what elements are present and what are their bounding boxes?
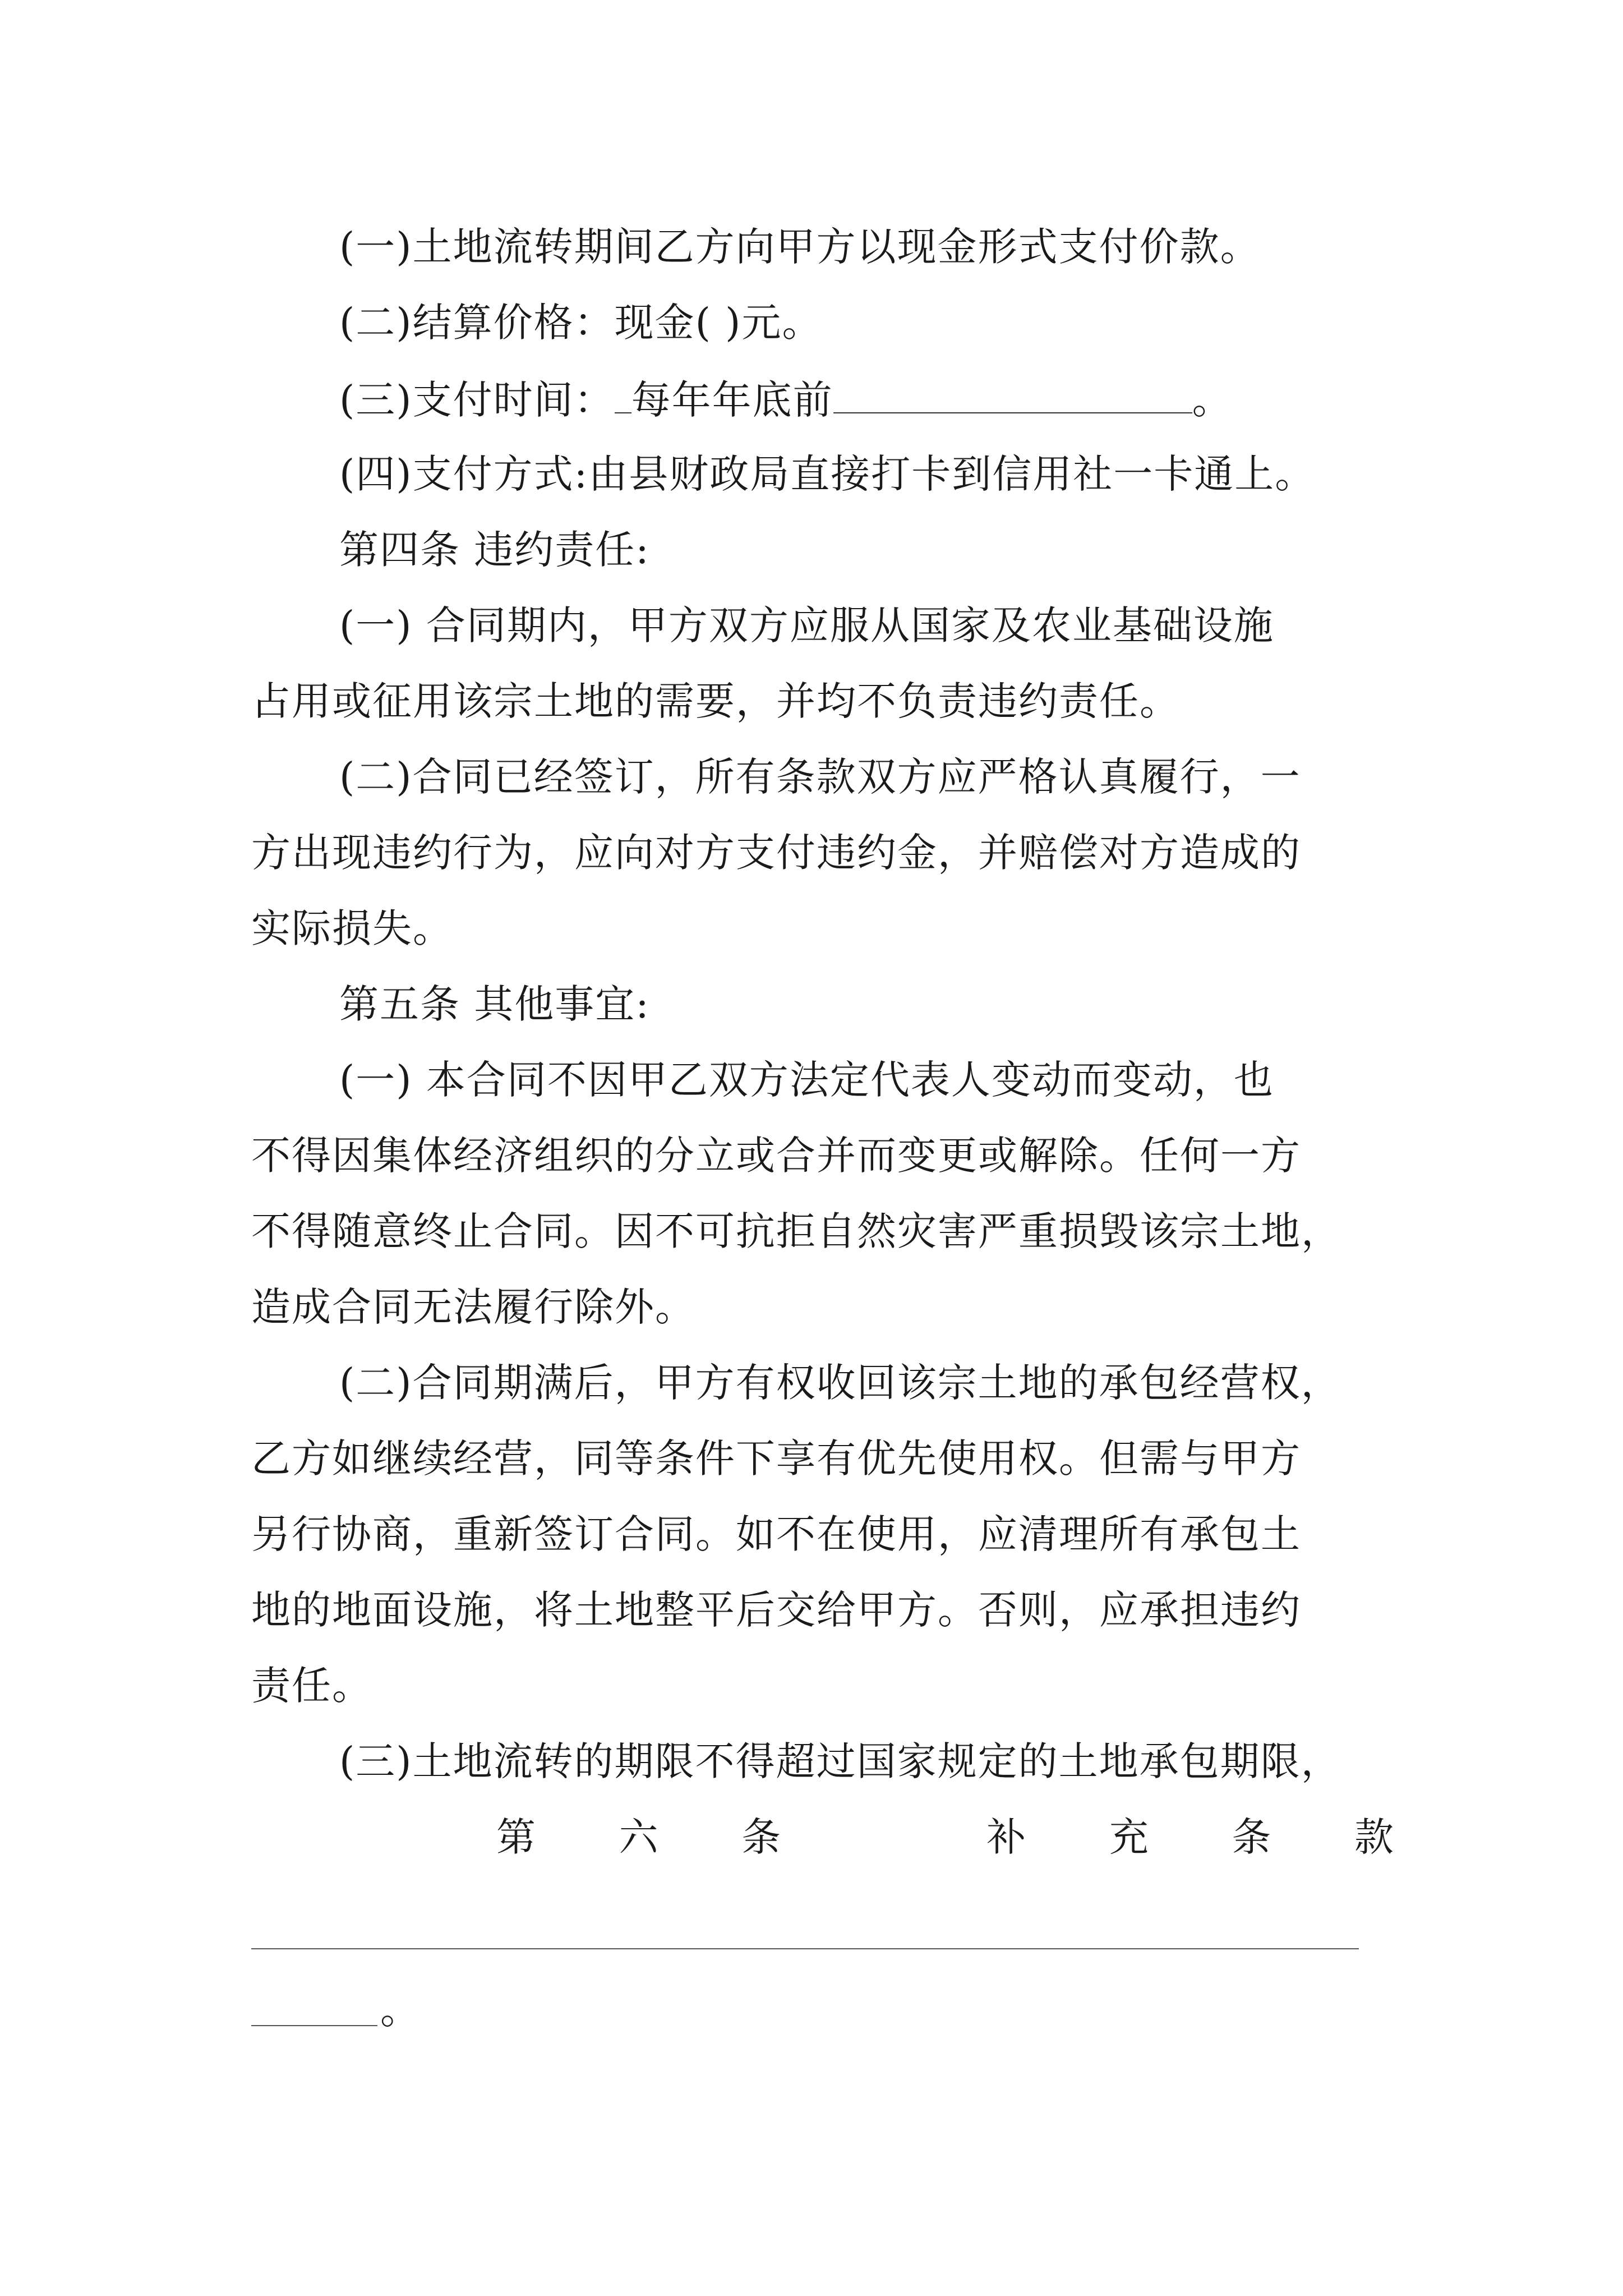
article6-char: 条: [1232, 1814, 1271, 1860]
article6-char: 补: [986, 1814, 1026, 1860]
article5-item1-line3: 不得随意终止合同。因不可抗拒自然灾害严重损毁该宗土地，: [251, 1208, 1341, 1254]
article6-char: 第: [496, 1814, 536, 1860]
article4-item1-line1: (一) 合同期内，甲方双方应服从国家及农业基础设施: [339, 602, 1274, 648]
article3-item3: [339, 377, 1233, 423]
article5-item1-line4: 造成合同无法履行除外。: [251, 1284, 695, 1330]
fill-in-line-short: [251, 2025, 377, 2026]
article5-item1-line1: (一) 本合同不因甲乙双方法定代表人变动而变动，也: [339, 1057, 1274, 1103]
article6-char: 条: [741, 1814, 781, 1860]
article5-heading: 第五条 其他事宜:: [339, 981, 650, 1027]
payment-time-value: 每年年底前: [631, 377, 833, 423]
article5-item2-line5: 责任。: [251, 1663, 372, 1709]
article5-item1-line2: 不得因集体经济组织的分立或合并而变更或解除。任何一方: [251, 1133, 1301, 1179]
article3-item4: (四)支付方式:由县财政局直接打卡到信用社一卡通上。: [339, 451, 1316, 497]
article3-item2: (二)结算价格：现金( )元。: [339, 300, 823, 346]
article6-char: 充: [1109, 1814, 1149, 1860]
blank-underline: [615, 379, 631, 413]
article4-item2-line3: 实际损失。: [251, 905, 453, 951]
article3-item1: (一)土地流转期间乙方向甲方以现金形式支付价款。: [339, 224, 1261, 270]
article6-heading: [496, 1814, 1394, 1860]
article4-heading: 第四条 违约责任:: [339, 527, 650, 573]
blank-underline: [833, 379, 1192, 413]
article6-char: 款: [1354, 1814, 1394, 1860]
article4-item2-line2: 方出现违约行为，应向对方支付违约金，并赔偿对方造成的: [251, 830, 1301, 876]
article5-item3-line1: (三)土地流转的期限不得超过国家规定的土地承包期限，: [339, 1738, 1341, 1784]
article6-char: 六: [619, 1814, 658, 1860]
article4-item2-line1: (二)合同已经签订，所有条款双方应严格认真履行，一: [339, 754, 1301, 800]
article5-item2-line2: 乙方如继续经营，同等条件下享有优先使用权。但需与甲方: [251, 1435, 1301, 1481]
article6-end-mark: 。: [380, 1987, 421, 2033]
fill-in-line: [251, 1948, 1359, 1949]
article4-item1-line2: 占用或征用该宗土地的需要，并均不负责违约责任。: [251, 678, 1180, 724]
payment-time-label: (三)支付时间：: [339, 377, 615, 423]
article5-item2-line3: 另行协商，重新签订合同。如不在使用，应清理所有承包土: [251, 1511, 1301, 1557]
article5-item2-line1: (二)合同期满后，甲方有权收回该宗土地的承包经营权，: [339, 1360, 1341, 1406]
article5-item2-line4: 地的地面设施，将土地整平后交给甲方。否则，应承担违约: [251, 1587, 1301, 1633]
payment-time-end: 。: [1192, 377, 1233, 423]
article6-gap: [864, 1818, 903, 1857]
